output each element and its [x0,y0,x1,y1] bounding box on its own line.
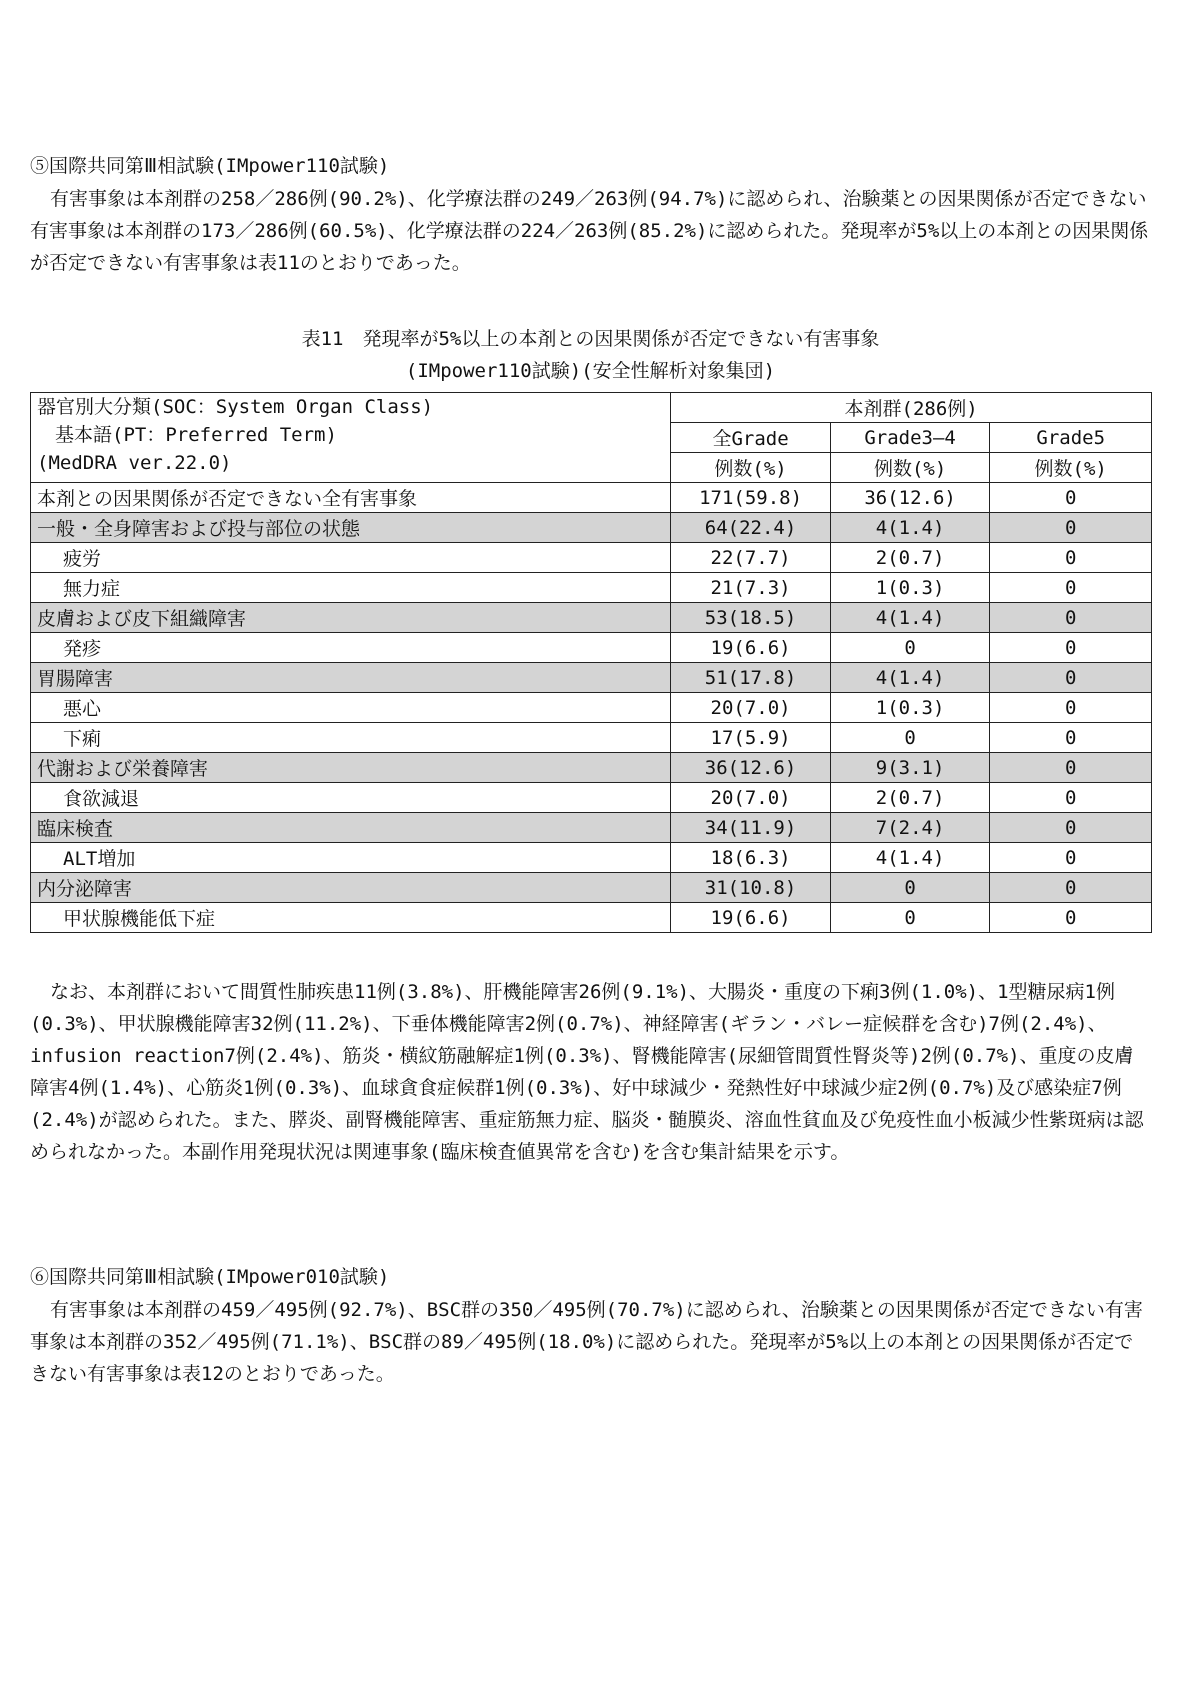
table-row-pt [31,843,1152,873]
grade5-cell: 0 [990,483,1152,513]
grade34-cell: 2(0.7) [830,783,990,813]
section5-heading: ⑤国際共同第Ⅲ相試験(IMpower110試験) [30,155,390,177]
grade34-cell: 36(12.6) [830,483,990,513]
grade5-cell: 0 [990,903,1152,933]
all-grade-cell: 19(6.6) [671,903,831,933]
grade5-cell: 0 [990,783,1152,813]
grade5-cell: 0 [990,663,1152,693]
header-unit-g5: 例数(%) [990,453,1152,483]
term-cell: 甲状腺機能低下症 [31,903,671,933]
grade5-cell: 0 [990,513,1152,543]
term-cell: 一般・全身障害および投与部位の状態 [31,513,671,543]
all-grade-cell: 22(7.7) [671,543,831,573]
header-pt-label: 基本語(PT：Preferred Term) [55,424,337,446]
all-grade-cell: 53(18.5) [671,603,831,633]
all-grade-cell: 20(7.0) [671,693,831,723]
section6-paragraph: 有害事象は本剤群の459／495例(92.7%)、BSC群の350／495例(70.7%)に認められ、治験薬との因果関係が否定できない有害事象は本剤群の352／495例(71.1%)、BSC群の89／495例(18.0%)に認められた。発現率が5%以上の本剤との因果関係が否定できない有害事象は表12のとおりであった。 [30,1299,1143,1385]
term-cell: 臨床検査 [31,813,671,843]
table-row-pt [31,723,1152,753]
table-row-soc [31,513,1152,543]
all-grade-cell: 36(12.6) [671,753,831,783]
section5-paragraph: 有害事象は本剤群の258／286例(90.2%)、化学療法群の249／263例(94.7%)に認められ、治験薬との因果関係が否定できない有害事象は本剤群の173／286例(60.5%)、化学療法群の224／263例(85.2%)に認められた。発現率が5%以上の本剤との因果関係が否定できない有害事象は表11のとおりであった。 [30,188,1149,274]
term-cell: 下痢 [31,723,671,753]
table11-caption-line2: (IMpower110試験)(安全性解析対象集団) [405,360,776,382]
table-row-pt [31,783,1152,813]
grade5-cell: 0 [990,753,1152,783]
grade5-cell: 0 [990,543,1152,573]
all-grade-cell: 51(17.8) [671,663,831,693]
header-grade5: Grade5 [990,423,1152,453]
grade34-cell: 4(1.4) [830,513,990,543]
header-unit-all: 例数(%) [671,453,831,483]
table-row-soc [31,603,1152,633]
header-term-cell [31,393,671,483]
grade5-cell: 0 [990,603,1152,633]
table-row-soc [31,813,1152,843]
grade34-cell: 0 [830,873,990,903]
table-row-soc [31,753,1152,783]
header-all-grade: 全Grade [671,423,831,453]
table11-caption-line1: 表11 発現率が5%以上の本剤との因果関係が否定できない有害事象 [301,328,880,350]
all-grade-cell: 20(7.0) [671,783,831,813]
grade5-cell: 0 [990,723,1152,753]
term-cell: ALT増加 [31,843,671,873]
grade5-cell: 0 [990,573,1152,603]
grade5-cell: 0 [990,813,1152,843]
all-grade-cell: 64(22.4) [671,513,831,543]
term-cell: 皮膚および皮下組織障害 [31,603,671,633]
grade5-cell: 0 [990,693,1152,723]
table-row-soc [31,873,1152,903]
header-soc-label: 器官別大分類(SOC：System Organ Class) [37,396,434,418]
grade34-cell: 4(1.4) [830,663,990,693]
table-row-pt [31,693,1152,723]
grade34-cell: 0 [830,903,990,933]
table-row-pt [31,543,1152,573]
grade34-cell: 4(1.4) [830,603,990,633]
grade34-cell: 0 [830,633,990,663]
grade34-cell: 7(2.4) [830,813,990,843]
all-grade-cell: 21(7.3) [671,573,831,603]
table-row-total [31,483,1152,513]
grade5-cell: 0 [990,843,1152,873]
all-grade-cell: 17(5.9) [671,723,831,753]
term-cell: 食欲減退 [31,783,671,813]
table-row-soc [31,663,1152,693]
all-grade-cell: 18(6.3) [671,843,831,873]
grade34-cell: 9(3.1) [830,753,990,783]
adverse-events-note-paragraph: なお、本剤群において間質性肺疾患11例(3.8%)、肝機能障害26例(9.1%)、大腸炎・重度の下痢3例(1.0%)、1型糖尿病1例(0.3%)、甲状腺機能障害32例(11.2%)、下垂体機能障害2例(0.7%)、神経障害(ギラン・バレー症候群を含む)7例(2.4%)、infusion reaction7例(2.4%)、筋炎・横紋筋融解症1例(0.3%)、腎機能障害(尿細管間質性腎炎等)2例(0.7%)、重度の皮膚障害4例(1.4%)、心筋炎1例(0.3%)、血球貪食症候群1例(0.3%)、好中球減少・発熱性好中球減少症2例(0.7%)及び感染症7例(2.4%)が認められた。また、膵炎、副腎機能障害、重症筋無力症、脳炎・髄膜炎、溶血性貧血及び免疫性血小板減少性紫斑病は認められなかった。本副作用発現状況は関連事象(臨床検査値異常を含む)を含む集計結果を示す。 [30,981,1144,1163]
table-row-pt [31,573,1152,603]
adverse-events-table [30,392,1152,933]
grade5-cell: 0 [990,873,1152,903]
term-cell: 代謝および栄養障害 [31,753,671,783]
grade34-cell: 1(0.3) [830,693,990,723]
section6-heading: ⑥国際共同第Ⅲ相試験(IMpower010試験) [30,1266,390,1288]
term-cell: 胃腸障害 [31,663,671,693]
grade34-cell: 4(1.4) [830,843,990,873]
all-grade-cell: 31(10.8) [671,873,831,903]
term-cell: 本剤との因果関係が否定できない全有害事象 [31,483,671,513]
header-group-label: 本剤群(286例) [671,393,1152,423]
table-row-pt [31,633,1152,663]
term-cell: 悪心 [31,693,671,723]
all-grade-cell: 171(59.8) [671,483,831,513]
header-unit-g34: 例数(%) [830,453,990,483]
grade34-cell: 2(0.7) [830,543,990,573]
term-cell: 発疹 [31,633,671,663]
table-row-pt [31,903,1152,933]
grade34-cell: 0 [830,723,990,753]
term-cell: 疲労 [31,543,671,573]
term-cell: 内分泌障害 [31,873,671,903]
all-grade-cell: 19(6.6) [671,633,831,663]
table-header-row-1 [31,393,1152,423]
all-grade-cell: 34(11.9) [671,813,831,843]
header-grade34: Grade3―4 [830,423,990,453]
grade5-cell: 0 [990,633,1152,663]
header-meddra-label: (MedDRA ver.22.0) [37,452,232,474]
grade34-cell: 1(0.3) [830,573,990,603]
term-cell: 無力症 [31,573,671,603]
